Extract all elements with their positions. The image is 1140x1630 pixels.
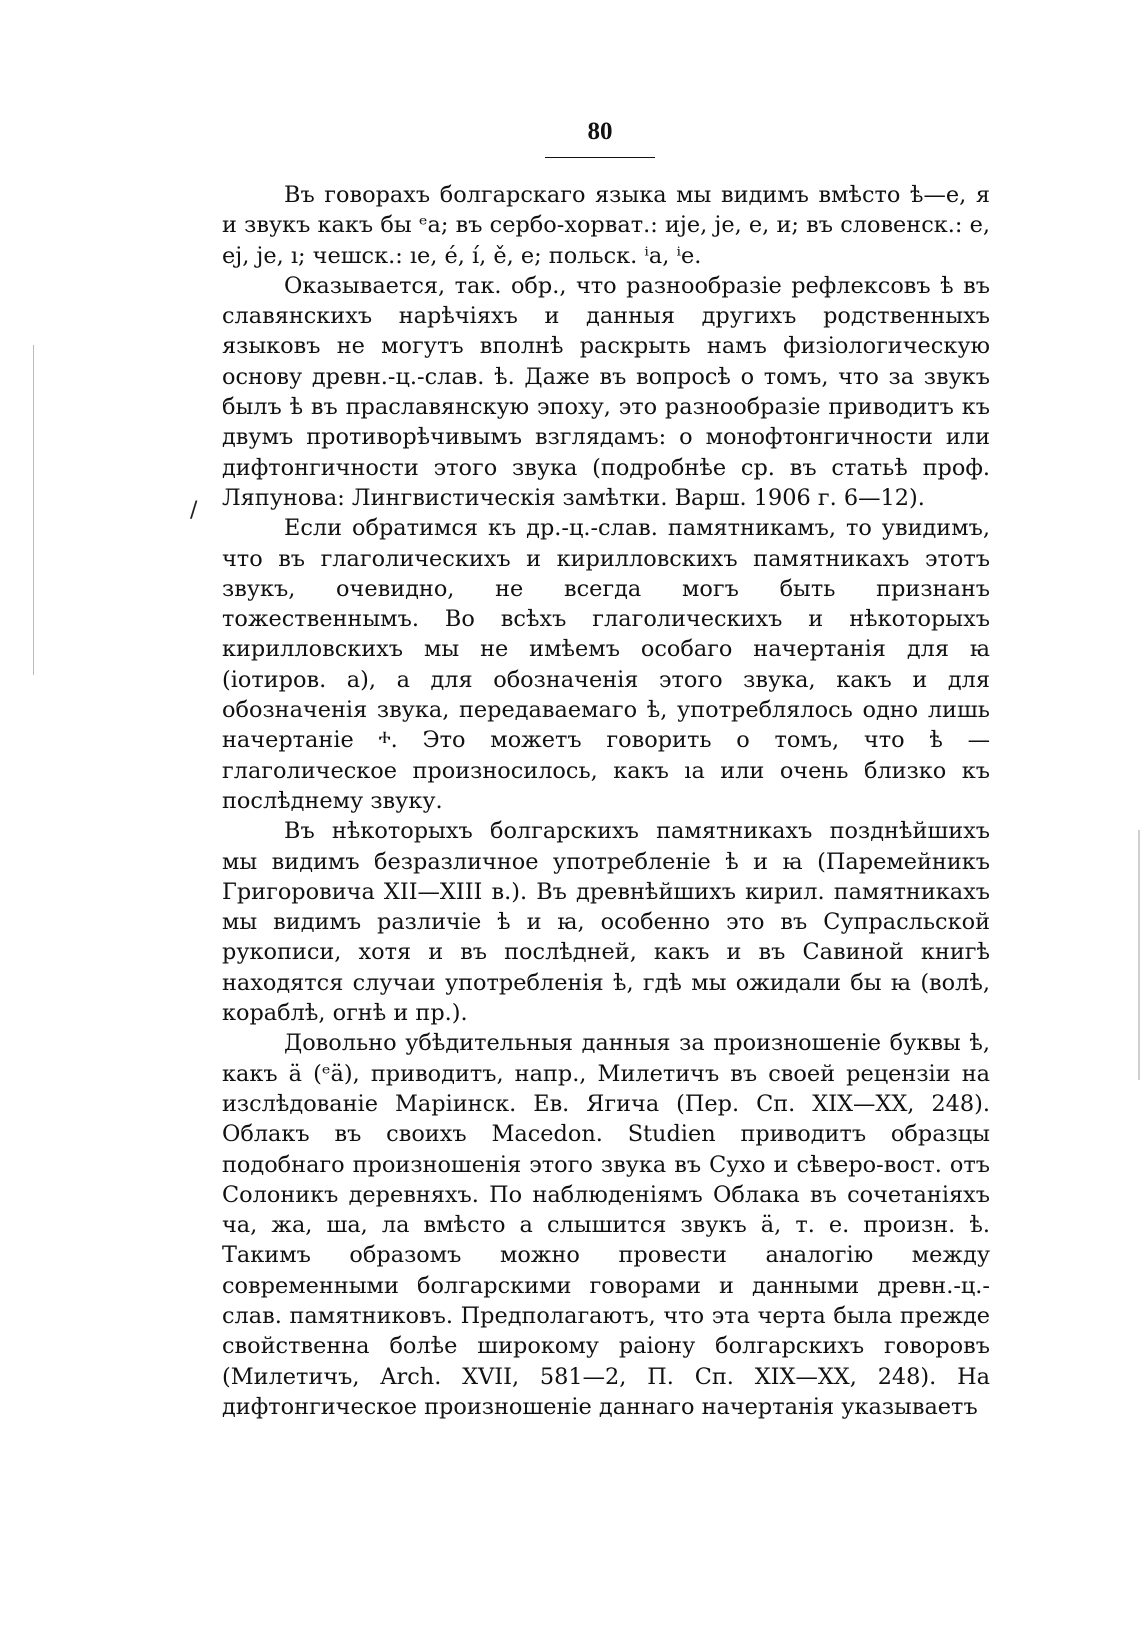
page-number: 80 [587, 118, 613, 145]
paragraph-2: Оказывается, так. обр., что разнообразіе рефлексовъ ѣ въ славянскихъ нарѣчіяхъ и данныя другихъ родственныхъ языковъ не могутъ вполнѣ раскрыть намъ физіологическую основу древн.-ц.-слав. ѣ. Даже въ вопросѣ о томъ, что за звукъ былъ ѣ въ праславянскую эпоху, это разнообразіе приводитъ къ двумъ противорѣчивымъ взглядамъ: о монофтонгичности или дифтонгичности этого звука (подробнѣе ср. въ статьѣ проф. Ляпунова: Лингвистическія замѣтки. Варш. 1906 г. 6—12). [222, 272, 990, 511]
paragraph-1: Въ говорахъ болгарскаго языка мы видимъ вмѣсто ѣ—е, я и звукъ какъ бы ᵉа; въ сербо-хорват.: ије, је, е, и; въ словенск.: е, ej, je, ı; чешск.: ıe, é, í, ě, e; польск. ⁱa, ⁱe. [222, 182, 990, 269]
scan-edge-left [33, 345, 34, 675]
page-number-rule [545, 157, 655, 158]
paragraph-4: Въ нѣкоторыхъ болгарскихъ памятникахъ позднѣйшихъ мы видимъ безразличное употребленіе ѣ и ꙗ (Паремейникъ Григоровича XII—XIII в.). Въ древнѣйшихъ кирил. памятникахъ мы видимъ различіе ѣ и ꙗ, особенно это въ Супрасльской рукописи, хотя и въ послѣдней, какъ и въ Савиной книгѣ находятся случаи употребленія ѣ, гдѣ мы ожидали бы ꙗ (волѣ, кораблѣ, огнѣ и пр.). [222, 818, 990, 1027]
paragraph-3: Если обратимся къ др.-ц.-слав. памятникамъ, то увидимъ, что въ глаголическихъ и кирилловскихъ памятникахъ этотъ звукъ, очевидно, не всегда могъ быть признанъ тожественнымъ. Во всѣхъ глаголическихъ и нѣкоторыхъ кирилловскихъ мы не имѣемъ особаго начертанія для ꙗ (іотиров. а), а для обозначенія этого звука, какъ и для обозначенія звука, передаваемаго ѣ, употреблялось одно лишь начертаніе ⰰ. Это можетъ говорить о томъ, что ѣ — глаголическое произносилось, какъ ıa или очень близко къ послѣднему звуку. [222, 515, 990, 814]
margin-mark: / [190, 498, 198, 523]
paragraph-5: Довольно убѣдительныя данныя за произношеніе буквы ѣ, какъ ä (ᵉä), приводитъ, напр., Милетичъ въ своей рецензіи на изслѣдованіе Маріинск. Ев. Ягича (Пер. Сп. XIX—XX, 248). Облакъ въ своихъ Macedon. Studien приводитъ образцы подобнаго произношенія этого звука въ Сухо и сѣверо-вост. отъ Солоникъ деревняхъ. По наблюденіямъ Облака въ сочетаніяхъ ча, жа, ша, ла вмѣсто а слышится звукъ ä, т. е. произн. ѣ. Такимъ образомъ можно провести аналогію между современными болгарскими говорами и данными древн.-ц.-слав. памятниковъ. Предполагаютъ, что эта черта была прежде свойственна болѣе широкому раіону болгарскихъ говоровъ (Милетичъ, Arch. XVII, 581—2, П. Сп. XIX—XX, 248). На дифтонгическое произношеніе даннаго начертанія указываетъ [222, 1030, 990, 1420]
body-text [222, 180, 990, 1422]
